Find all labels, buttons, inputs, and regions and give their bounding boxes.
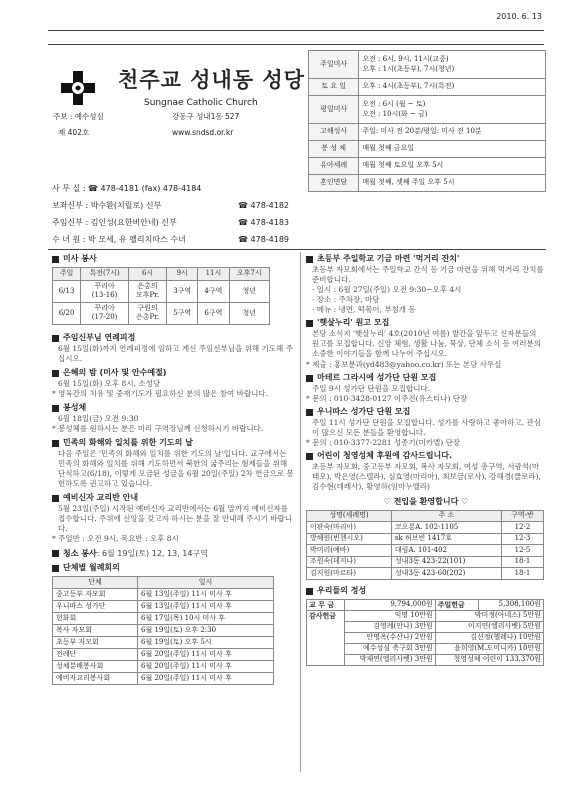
bullet-icon bbox=[306, 409, 313, 416]
r5-title: 어린이 청영성체 후원에 감사드립니다. bbox=[317, 450, 453, 460]
table-row bbox=[307, 568, 544, 580]
list-item: · 일시 : 6월 27일(주일) 오전 9:30~오후 4시 bbox=[312, 285, 462, 295]
staff-entry bbox=[52, 214, 302, 231]
bullet-icon bbox=[306, 320, 313, 327]
table-cell: 오전 : 6시, 9시, 11시(교중) 오후 : 1시(초등부), 7시(청년) bbox=[359, 51, 546, 79]
header-bottom-rule bbox=[48, 249, 546, 250]
table-cell: 은총의 모후Pr. bbox=[129, 280, 167, 302]
meeting-heading bbox=[52, 563, 294, 574]
table-row bbox=[309, 141, 546, 158]
table-cell: 평일미사 bbox=[309, 96, 359, 124]
s1-body: 6월 15일(화)까지 연례피정에 임하고 계신 주임신부님을 위해 기도해 주십시오. bbox=[58, 343, 293, 363]
table-cell: 오전 : 6시 (월 ~ 토) 오전 : 10시(화 ~ 금) bbox=[359, 96, 546, 124]
table-row bbox=[53, 267, 270, 280]
r1-body: 초등부 자모회에서는 주일학교 간식 등 기금 마련을 위해 먹거리 잔치를 준비합니다. bbox=[312, 264, 544, 284]
table-cell: 단체 bbox=[53, 577, 138, 589]
table-cell: 5구역 bbox=[167, 302, 198, 324]
table-row bbox=[53, 673, 274, 685]
table-row bbox=[53, 577, 274, 589]
bullet-icon bbox=[52, 440, 59, 447]
family-table bbox=[306, 510, 544, 580]
s3-heading bbox=[52, 403, 294, 414]
table-cell: 김영례(안나) 3만원 bbox=[344, 621, 435, 632]
table-cell: 안명옥(수산나) 2만원 bbox=[344, 632, 435, 643]
table-cell: 매월 첫째 금요일 bbox=[359, 141, 546, 158]
bullet-icon bbox=[306, 375, 313, 382]
table-row bbox=[307, 522, 544, 534]
church-title: 천주교 성내동 성당 bbox=[118, 68, 305, 92]
table-cell: 6월 13일(주일) 11시 미사 후 bbox=[138, 601, 274, 613]
s4-body: 다음 주일은 '민족의 화해와 일치를 위한 기도의 날'입니다. 교구에서는 민족의 화해와 일치를 위해 기도하면서 북한의 굶주리는 형제들을 위해 단식하고(6/18), 이렇게 모금된 성금을 6월 20일(주일) 2차 헌금으로 봉헌하도록 권고하고 있습니다. bbox=[58, 448, 294, 489]
table-row bbox=[53, 302, 270, 324]
family-heading bbox=[306, 497, 546, 508]
table-cell: 박미정(아네스) 5만원 bbox=[435, 610, 543, 621]
table-cell: 매월 첫째, 셋째 주일 오후 5시 bbox=[359, 175, 546, 192]
table-cell: 이판숙(마리아) bbox=[307, 522, 392, 534]
staff-role: 주임신부 : 김인성(요한비안네) 신부 bbox=[52, 218, 177, 227]
family-title: ♡ 전입을 환영합니다 ♡ bbox=[383, 497, 469, 507]
table-row bbox=[53, 661, 274, 673]
staff-entry bbox=[52, 180, 302, 197]
table-cell: 청년 bbox=[229, 302, 269, 324]
table-cell: 익명 10만원 bbox=[344, 610, 435, 621]
s1-heading bbox=[52, 333, 294, 344]
meeting-table bbox=[52, 576, 274, 685]
church-cross-logo bbox=[60, 70, 96, 106]
table-cell: 대림A. 101-402 bbox=[391, 545, 501, 557]
table-cell: 18-1 bbox=[501, 556, 543, 568]
table-cell: 6월 17일(목) 10시 미사 후 bbox=[138, 613, 274, 625]
staff-role: 보좌신부 : 박수환(치릴로) 신부 bbox=[52, 201, 162, 210]
table-cell: 감사헌금 bbox=[307, 610, 345, 665]
column-divider bbox=[300, 252, 301, 772]
table-cell: 주일헌금 bbox=[435, 599, 479, 610]
table-row bbox=[307, 556, 544, 568]
staff-entry bbox=[52, 231, 302, 248]
table-cell: 오후 : 4시(초등부), 7시(특전) bbox=[359, 79, 546, 96]
table-cell: 9시 bbox=[167, 267, 198, 280]
table-row bbox=[309, 79, 546, 96]
table-cell: 고해성사 bbox=[309, 124, 359, 141]
table-cell: 복사 자모회 bbox=[53, 625, 138, 637]
table-row bbox=[309, 51, 546, 79]
table-cell: 12-5 bbox=[501, 545, 543, 557]
s3-note: * 봉성체를 원하시는 분은 미리 구역장님께 신청하시기 바랍니다. bbox=[52, 423, 264, 433]
table-cell: 6월 20일(주일) 11시 미사 후 bbox=[138, 673, 274, 685]
s5-title: 예비신자 교리반 안내 bbox=[63, 493, 139, 503]
table-cell: 전례단 bbox=[53, 649, 138, 661]
table-row bbox=[53, 601, 274, 613]
table-cell: 특전(7시) bbox=[81, 267, 129, 280]
table-cell: 구역-반 bbox=[501, 510, 543, 522]
s4-title: 민족의 화해와 일치를 위한 기도의 날 bbox=[63, 437, 193, 447]
address: 강동구 성내1동 527 bbox=[172, 112, 240, 121]
r1-title: 초등부 주일학교 기금 마련 '먹거리 잔치' bbox=[317, 254, 460, 263]
list-item: · 메뉴 : 냉면, 떡볶이, 부침개 등 bbox=[312, 305, 416, 315]
table-row bbox=[53, 280, 270, 302]
r2-heading bbox=[306, 318, 546, 329]
table-row bbox=[53, 589, 274, 601]
issue-date: 2010. 6. 13 bbox=[496, 12, 542, 21]
table-cell: 청년 bbox=[229, 280, 269, 302]
top-rule-2 bbox=[48, 44, 544, 45]
staff-phone[interactable]: ☎ 478-4183 bbox=[238, 218, 290, 227]
s2-body: 6월 15일(화) 오후 8시, 소성당 bbox=[58, 378, 161, 388]
bullet-icon bbox=[306, 256, 313, 263]
s3-body: 6월 18일(금) 오전 9:30 bbox=[58, 413, 139, 423]
table-cell: 혼인면담 bbox=[309, 175, 359, 192]
offering-title: 우리들의 정성 bbox=[317, 585, 367, 595]
table-cell: 봉 성 체 bbox=[309, 141, 359, 158]
table-cell: 중고등부 자모회 bbox=[53, 589, 138, 601]
table-cell: 11시 bbox=[198, 267, 229, 280]
table-cell: 12-3 bbox=[501, 533, 543, 545]
table-cell: 주 소 bbox=[391, 510, 501, 522]
bullet-icon bbox=[52, 405, 59, 412]
table-row bbox=[309, 124, 546, 141]
table-cell: 코오롱A. 102-1105 bbox=[391, 522, 501, 534]
staff-phone[interactable]: ☎ 478-4189 bbox=[238, 235, 290, 244]
table-cell: 12-2 bbox=[501, 522, 543, 534]
table-cell: 예비자교리봉사회 bbox=[53, 673, 138, 685]
table-cell: 4구역 bbox=[198, 280, 229, 302]
table-row bbox=[307, 545, 544, 557]
table-row bbox=[53, 637, 274, 649]
table-cell: 초등부 자모회 bbox=[53, 637, 138, 649]
r5-heading bbox=[306, 451, 546, 462]
bullet-icon bbox=[306, 588, 313, 595]
table-row bbox=[307, 599, 544, 610]
table-cell: 박미리(예바) bbox=[307, 545, 392, 557]
bullet-icon bbox=[52, 256, 59, 263]
patron: 주보 : 예수성심 bbox=[53, 112, 104, 121]
r3-note: * 문의 : 010-3428-0127 이주진(유스티나) 단장 bbox=[306, 393, 468, 403]
s5-note: * 주일반 : 오전 9시, 목요반 : 오후 8시 bbox=[52, 534, 179, 544]
r3-heading bbox=[306, 373, 546, 384]
bullet-icon bbox=[52, 565, 59, 572]
table-row bbox=[307, 510, 544, 522]
table-row bbox=[309, 96, 546, 124]
r2-title: '햇살누리' 원고 모집 bbox=[317, 318, 390, 328]
table-cell: 윤희영(M.도미니카) 10만원 bbox=[435, 643, 543, 654]
s2-heading bbox=[52, 368, 294, 379]
s4-heading bbox=[52, 438, 294, 449]
table-cell: 성명(세례명) bbox=[307, 510, 392, 522]
table-cell: 일시 bbox=[138, 577, 274, 589]
r2-body: 본당 소식지 '햇살누리' 4호(2010년 여름) 발간을 앞두고 신자분들의 원고를 모집합니다. 신앙 체험, 생활 나눔, 묵상, 단체 소식 등 여러분의 소중한 이야기들을 함께 나누어 주십시오. bbox=[312, 329, 541, 359]
table-cell: 박재연(엘리사벳) 3만원 bbox=[344, 654, 435, 665]
bullet-icon bbox=[52, 370, 59, 377]
table-cell: 주일미사 bbox=[309, 51, 359, 79]
table-cell: 6월 19일(토) 오후 5시 bbox=[138, 637, 274, 649]
s2-title: 은혜의 밤 (미사 및 안수예절) bbox=[63, 367, 167, 377]
bullet-icon bbox=[52, 335, 59, 342]
bullet-icon bbox=[52, 495, 59, 502]
church-subtitle: Sungnae Catholic Church bbox=[144, 98, 258, 108]
staff-entry bbox=[52, 197, 302, 214]
table-cell: 주일 bbox=[53, 267, 81, 280]
table-cell: 김선정(헬레나) 10만원 bbox=[435, 632, 543, 643]
bullet-icon bbox=[52, 550, 59, 557]
table-cell: 6시 bbox=[129, 267, 167, 280]
table-row bbox=[309, 158, 546, 175]
table-cell: 방해원(빈첸시오) bbox=[307, 533, 392, 545]
mass-service-table bbox=[52, 267, 270, 325]
table-cell: 6/20 bbox=[53, 302, 81, 324]
table-row bbox=[307, 610, 544, 621]
table-cell: 성내3동 423-22(101) bbox=[391, 556, 501, 568]
table-cell: 토 요 일 bbox=[309, 79, 359, 96]
s5-body: 5월 23일(주일) 시작된 예비신자 교리반에서는 6월 말까지 예비신자를 접수합니다. 주위에 신앙을 갖고자 하시는 분을 잘 안내해 주시기 바랍니다. bbox=[58, 504, 292, 534]
s3-title: 봉성체 bbox=[63, 402, 87, 412]
table-cell: 3구역 bbox=[167, 280, 198, 302]
s1-title: 주임신부님 연례피정 bbox=[63, 332, 136, 342]
r4-note: * 문의 : 010-3377-2281 성종기(미카엘) 단장 bbox=[306, 437, 461, 447]
r3-title: 마테르 그라시에 성가단 단원 모집 bbox=[317, 372, 437, 382]
left-column bbox=[52, 254, 294, 685]
table-cell: 청영성체 어린이 133,370원 bbox=[435, 654, 543, 665]
table-cell: 성체분배봉사회 bbox=[53, 661, 138, 673]
table-row bbox=[307, 533, 544, 545]
table-cell: 꾸리아 (17-20) bbox=[81, 302, 129, 324]
r5-body: 초등부 자모회, 중고등부 자모회, 복사 자모회, 여성 총구역, 서광석(마태오), 박은영(스텔라), 심효영(마리아), 최보금(로사), 강해경(클로라), 김수현(데레사), 황영하(임마누엘라) bbox=[312, 461, 541, 491]
s6-body: : 6월 19일(토) 12, 13, 14구역 bbox=[96, 548, 208, 558]
table-cell: 6월 13일(주일) 11시 미사 후 bbox=[138, 589, 274, 601]
staff-phone[interactable]: ☎ 478-4182 bbox=[238, 201, 290, 210]
table-row bbox=[53, 625, 274, 637]
table-cell: 우니따스 성가단 bbox=[53, 601, 138, 613]
table-cell: 6월 20일(주일) 11시 미사 후 bbox=[138, 649, 274, 661]
right-column bbox=[306, 254, 546, 666]
staff-role: 수 녀 원 : 박 모세, 유 펠리치따스 수녀 bbox=[52, 235, 186, 244]
bullet-icon bbox=[306, 453, 313, 460]
s2-note: * 영육간의 치유 및 중재기도가 필요하신 분의 많은 참여 바랍니다. bbox=[52, 388, 268, 398]
table-cell: 유아세례 bbox=[309, 158, 359, 175]
s6-heading bbox=[52, 549, 294, 560]
parish-info-table bbox=[308, 50, 546, 192]
s6-title: 청소 봉사 bbox=[63, 548, 97, 558]
table-cell: 오후7시 bbox=[229, 267, 269, 280]
table-row bbox=[309, 175, 546, 192]
table-cell: 5,308,100원 bbox=[479, 599, 544, 610]
website[interactable]: www.sndsd.or.kr bbox=[172, 128, 234, 137]
table-cell: 매월 첫째 토요일 오후 5시 bbox=[359, 158, 546, 175]
table-cell: 18-1 bbox=[501, 568, 543, 580]
table-cell: 헌화회 bbox=[53, 613, 138, 625]
list-item: · 장소 : 주차장, 마당 bbox=[312, 295, 380, 305]
table-cell: 조원숙(데지나) bbox=[307, 556, 392, 568]
offering-table bbox=[306, 599, 544, 666]
staff-list bbox=[52, 180, 302, 248]
mass-service-heading bbox=[52, 254, 294, 265]
staff-role: 사 무 실 : ☎ 478-4181 (fax) 478-4184 bbox=[52, 184, 202, 193]
table-cell: 예수성심 축구회 3만원 bbox=[344, 643, 435, 654]
table-cell: 이지연(엘리사벳) 5만원 bbox=[435, 621, 543, 632]
table-cell: 6월 19일(토) 오후 2:30 bbox=[138, 625, 274, 637]
offering-heading bbox=[306, 586, 546, 597]
table-cell: 성내3동 423-60(202) bbox=[391, 568, 501, 580]
table-cell: 6구역 bbox=[198, 302, 229, 324]
table-cell: sk 허브빈 1417호 bbox=[391, 533, 501, 545]
r4-body: 주일 11시 성가단 단원을 모집합니다. 성가를 사랑하고 좋아하고, 관심이 많으신 모든 분들을 환영합니다. bbox=[312, 417, 541, 437]
table-cell: 9,794,000원 bbox=[344, 599, 435, 610]
table-cell: 6월 20일(주일) 11시 미사 후 bbox=[138, 661, 274, 673]
r4-heading bbox=[306, 407, 546, 418]
table-cell: 김지원(마르타) bbox=[307, 568, 392, 580]
s5-heading bbox=[52, 493, 294, 504]
top-rule bbox=[48, 30, 544, 31]
r2-note: * 제출 : 홍보분과(yd483@yahoo.co.kr) 또는 본당 사무실 bbox=[306, 359, 502, 369]
issue-number: 제 402호 bbox=[58, 128, 90, 137]
table-cell: 교 무 금 bbox=[307, 599, 345, 610]
r4-title: 우니따스 성가단 단원 모집 bbox=[317, 406, 411, 416]
r1-heading bbox=[306, 254, 546, 265]
table-row bbox=[53, 613, 274, 625]
table-row bbox=[53, 649, 274, 661]
mass-service-title: 미사 봉사 bbox=[63, 254, 97, 263]
meeting-title: 단체별 월례회의 bbox=[63, 563, 120, 573]
table-cell: 주일: 미사 전 20분/평일: 미사 전 10분 bbox=[359, 124, 546, 141]
r3-body: 주일 9시 성가단 단원을 모집합니다. bbox=[312, 383, 431, 393]
table-cell: 6/13 bbox=[53, 280, 81, 302]
table-cell: 구원의 은총Pr. bbox=[129, 302, 167, 324]
table-cell: 꾸리아 (13-16) bbox=[81, 280, 129, 302]
